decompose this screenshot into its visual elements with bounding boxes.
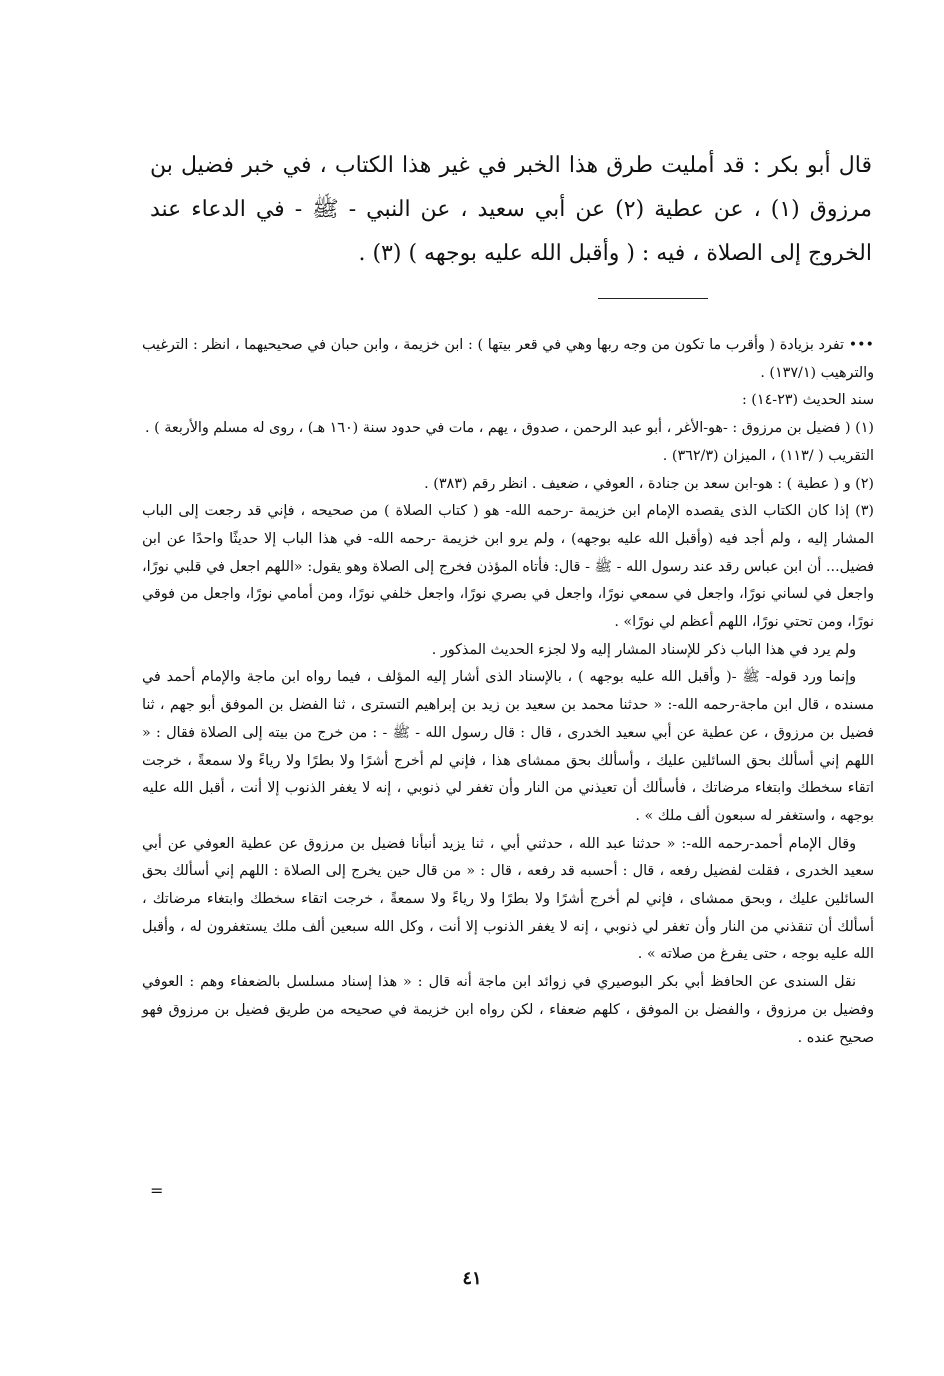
continuation-mark: = xyxy=(150,1181,164,1200)
footnote-line: ••• تفرد بزيادة ( وأقرب ما تكون من وجه ربها وهي في قعر بيتها ) : ابن خزيمة ، وابن حبان في صحيحيهما ، انظر : الترغيب والترهيب (١٣٧/١) . xyxy=(142,337,874,381)
footnote-line: سند الحديث (٢٣-١٤) : xyxy=(741,392,874,409)
footnote-line: (٢) و ( عطية ) : هو-ابن سعد بن جنادة ، العوفي ، ضعيف . انظر رقم (٣٨٣) . xyxy=(424,475,874,492)
footnote-line: (١) ( فضيل بن مرزوق : -هو-الأغر ، أبو عبد الرحمن ، صدوق ، يهم ، مات في حدود سنة (١٦٠ هـ) ، روى له مسلم والأربعة ) . xyxy=(145,420,874,437)
footnote-line: التقريب ( /١١٣) ، الميزان (٣٦٢/٣) . xyxy=(662,447,874,464)
footnote-line: نقل السندى عن الحافظ أبي بكر البوصيري في زوائد ابن ماجة أنه قال : « هذا إسناد مسلسل بالضعفاء وهم : العوفي وفضيل بن مرزوق ، والفضل بن الموفق ، كلهم ضعفاء ، لكن رواه ابن خزيمة في صحيحه من طريق فضيل بن مرزوق فهو صحيح عنده . xyxy=(142,974,874,1046)
footnote-line: وقال الإمام أحمد-رحمه الله-: « حدثنا عبد الله ، حدثني أبي ، ثنا يزيد أنبأنا فضيل بن مرزوق عن عطية العوفي عن أبي سعيد الخدرى ، فقلت لفضيل رفعه ، قال : أحسبه قد رفعه ، قال : « من قال حين يخرج إلى الصلاة : اللهم إني أسألك بحق السائلين عليك ، وبحق ممشاى ، فإني لم أخرج أشرًا ولا بطرًا ولا رياءً ولا سمعةً ، خرجت اتقاء سخطك وابتغاء مرضاتك ، أسألك أن تنقذني من النار وأن تغفر لي ذنوبي ، إنه لا يغفر الذنوب إلا أنت ، وكل الله سبعين ألف ملك يستغفرون له ، وأقبل الله عليه بوجه ، حتى يفرغ من صلاته » . xyxy=(142,835,874,963)
footnote-line: وإنما ورد قوله- ﷺ -( وأقبل الله عليه بوجهه ) ، بالإسناد الذى أشار إليه المؤلف ، فيما رواه ابن ماجة والإمام أحمد في مسنده ، قال ابن ماجة-رحمه الله-: « حدثنا محمد بن سعيد بن زيد بن إبراهيم التسترى ، ثنا الفضل بن الموفق أبو جهم ، ثنا فضيل بن مرزوق ، عن عطية عن أبي سعيد الخدرى ، قال : قال رسول الله - ﷺ - : من خرج من بيته إلى الصلاة فقال : « اللهم إني أسألك بحق السائلين عليك ، وأسألك بحق ممشاى هذا ، فإني لم أخرج أشرًا ولا بطرًا ولا رياءً ولا سمعةً ، خرجت اتقاء سخطك وابتغاء مرضاتك ، فأسألك أن تعيذني من النار وأن تغفر لي ذنوبي ، إنه لا يغفر الذنوب إلا أنت ، أقبل الله عليه بوجهه ، واستغفر له سبعون ألف ملك » . xyxy=(142,669,874,824)
footnote-line: (٣) إذا كان الكتاب الذى يقصده الإمام ابن خزيمة -رحمه الله- هو ( كتاب الصلاة ) من صحيحه ، فإني قد رجعت إلى الباب المشار إليه ، ولم أجد فيه (وأقبل الله عليه بوجهه) ، ولم يرو ابن خزيمة -رحمه الله- في هذا الباب إلا حديثًا واحدًا عن ابن فضيل... أن ابن عباس رقد عند رسول الله - ﷺ - قال: فأتاه المؤذن فخرج إلى الصلاة وهو يقول: «اللهم اجعل في قلبي نورًا، واجعل في لساني نورًا، واجعل في سمعي نورًا، واجعل في بصري نورًا، واجعل خلفي نورًا، ومن أمامي نورًا، واجعل من فوقي نورًا، ومن تحتي نورًا، اللهم أعظم لي نورًا» . xyxy=(142,503,874,631)
footnote-separator xyxy=(598,298,708,299)
main-text xyxy=(150,144,872,276)
footnotes xyxy=(142,332,874,1052)
main-paragraph: قال أبو بكر : قد أمليت طرق هذا الخبر في غير هذا الكتاب ، في خبر فضيل بن مرزوق (١) ، عن عطية (٢) عن أبي سعيد ، عن النبي - ﷺ - في الدعاء عند الخروج إلى الصلاة ، فيه : ( وأقبل الله عليه بوجهه ) (٣) . xyxy=(150,153,872,266)
page-number: ٤١ xyxy=(462,1268,482,1289)
footnote-line: ولم يرد في هذا الباب ذكر للإسناد المشار إليه ولا لجزء الحديث المذكور . xyxy=(431,641,856,658)
